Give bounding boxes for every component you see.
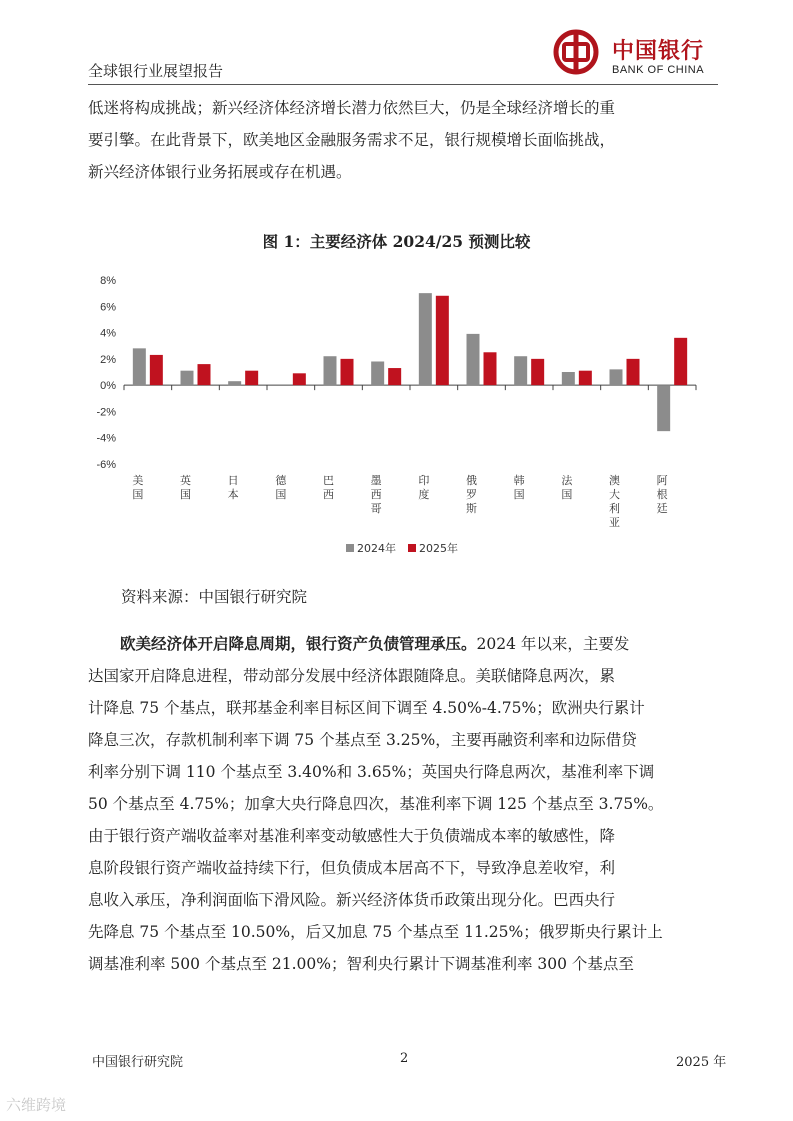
bar-2024 — [419, 293, 432, 385]
bar-2024 — [181, 371, 194, 385]
body-line: 降息三次，存款机制利率下调 75 个基点至 3.25%，主要再融资利率和边际借贷 — [88, 731, 637, 749]
figure-source: 资料来源：中国银行研究院 — [121, 588, 308, 606]
y-tick-label: -6% — [96, 459, 116, 471]
bar-2024 — [324, 356, 337, 385]
bar-2024 — [562, 372, 575, 385]
y-tick-label: 4% — [100, 327, 116, 340]
bar-2025 — [674, 338, 687, 385]
x-category-label: 德国 — [275, 474, 287, 501]
y-tick-label: -4% — [96, 432, 116, 445]
intro-line: 要引擎。在此背景下，欧美地区金融服务需求不足，银行规模增长面临挑战， — [88, 131, 616, 149]
bar-2024 — [514, 356, 527, 385]
logo-chinese-name: 中国银行 — [612, 38, 705, 64]
body-line: 达国家开启降息进程，带动部分发展中经济体跟随降息。美联储降息两次，累 — [88, 667, 616, 685]
body-line: 2024 年以来，主要发 — [476, 635, 630, 653]
body-line: 利率分别下调 110 个基点至 3.40%和 3.65%；英国央行降息两次，基准利率下调 — [88, 763, 655, 781]
intro-line: 低迷将构成挑战；新兴经济体经济增长潜力依然巨大，仍是全球经济增长的重 — [88, 99, 616, 117]
bar-2025 — [484, 352, 497, 385]
x-category-label: 韩国 — [513, 474, 525, 501]
bar-2025 — [627, 359, 640, 385]
header-divider — [88, 84, 718, 85]
watermark: 六维跨境 — [6, 1096, 67, 1114]
bar-2024 — [228, 381, 241, 385]
intro-line: 新兴经济体银行业务拓展或存在机遇。 — [88, 163, 352, 181]
body-line: 息收入承压，净利润面临下滑风险。新兴经济体货币政策出现分化。巴西央行 — [88, 891, 616, 909]
bar-2024 — [371, 361, 384, 385]
x-category-label: 巴西 — [323, 474, 334, 501]
legend-swatch — [408, 544, 416, 552]
body-line: 息阶段银行资产端收益持续下行，但负债成本居高不下，导致净息差收窄，利 — [88, 859, 616, 877]
body-line: 调基准利率 500 个基点至 21.00%；智利央行累计下调基准利率 300 个基点至 — [88, 955, 634, 973]
x-category-label: 法国 — [561, 474, 573, 501]
bar-2025 — [388, 368, 401, 385]
body-line-first — [88, 628, 720, 660]
bar-2025 — [531, 359, 544, 385]
bar-2025 — [245, 371, 258, 385]
figure-title: 图 1：主要经济体 2024/25 预测比较 — [262, 232, 531, 251]
bar-2025 — [341, 359, 354, 385]
bar-2025 — [436, 296, 449, 385]
bar-2024 — [133, 348, 146, 385]
body-line: 计降息 75 个基点，联邦基金利率目标区间下调至 4.50%-4.75%；欧洲央行累计 — [88, 699, 645, 717]
y-tick-label: 2% — [100, 353, 116, 366]
x-category-label: 俄罗斯 — [466, 474, 477, 515]
x-category-label: 澳大利亚 — [609, 474, 620, 529]
footer-year: 2025 年 — [676, 1055, 727, 1070]
x-category-label: 阿根廷 — [656, 474, 668, 515]
body-line: 50 个基点至 4.75%；加拿大央行降息四次，基准利率下调 125 个基点至 3.75%。 — [88, 795, 664, 813]
body-line: 由于银行资产端收益率对基准利率变动敏感性大于负债端成本率的敏感性，降 — [88, 827, 616, 845]
bar-2024 — [657, 385, 670, 431]
x-category-label: 英国 — [180, 474, 191, 501]
y-tick-label: 6% — [100, 301, 116, 314]
y-tick-label: -2% — [96, 406, 116, 419]
bar-2024 — [610, 369, 623, 385]
header-title: 全球银行业展望报告 — [88, 62, 224, 80]
y-tick-label: 0% — [100, 380, 116, 393]
y-tick-label: 8% — [100, 275, 116, 287]
legend-label: 2025年 — [419, 542, 458, 555]
bar-2024 — [467, 334, 480, 385]
body-paragraph — [88, 628, 720, 980]
x-category-label: 美国 — [132, 474, 144, 501]
x-category-label: 墨西哥 — [370, 474, 382, 515]
bar-2025 — [150, 355, 163, 385]
footer-org: 中国银行研究院 — [92, 1055, 184, 1070]
legend-label: 2024年 — [357, 542, 396, 555]
intro-paragraph — [88, 92, 720, 188]
bar-2025 — [293, 373, 306, 385]
logo-english-name: BANK OF CHINA — [612, 64, 705, 76]
gdp-forecast-chart — [88, 262, 708, 572]
bar-2025 — [198, 364, 211, 385]
page-number: 2 — [400, 1051, 409, 1066]
lead-sentence: 欧美经济体开启降息周期，银行资产负债管理承压。 — [120, 634, 477, 653]
body-line: 先降息 75 个基点至 10.50%，后又加息 75 个基点至 11.25%；俄罗斯央行累计上 — [88, 923, 663, 941]
legend-swatch — [346, 544, 354, 552]
x-category-label: 日本 — [227, 474, 239, 501]
bar-2025 — [579, 371, 592, 385]
x-category-label: 印度 — [418, 474, 430, 501]
